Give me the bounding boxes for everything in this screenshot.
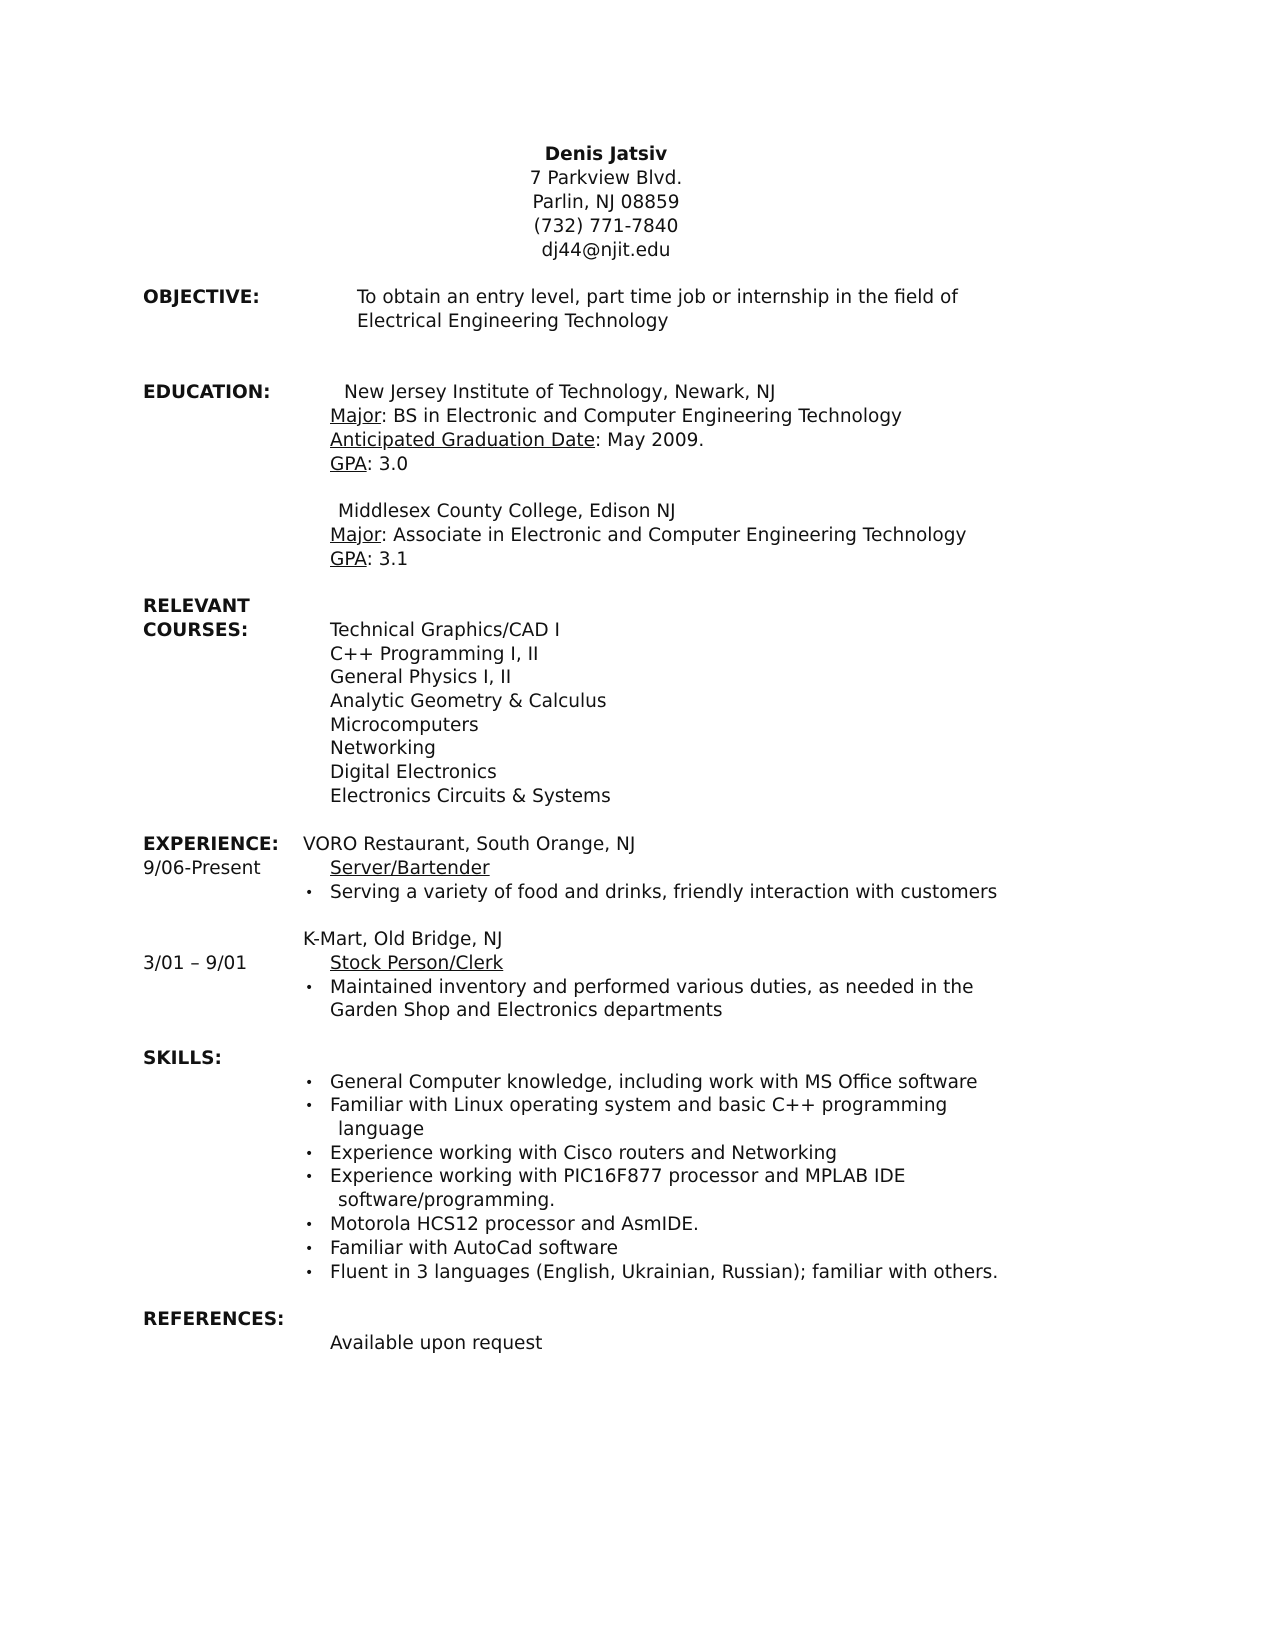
gpa-value: : 3.0 xyxy=(366,454,409,475)
section-label: SKILLS: xyxy=(143,1048,222,1069)
course: General Physics I, II xyxy=(330,667,512,688)
skill: language xyxy=(338,1119,425,1140)
bullet-icon: • xyxy=(305,885,314,901)
bullet-icon: • xyxy=(305,980,314,996)
course: Networking xyxy=(330,738,436,759)
job-duty: Serving a variety of food and drinks, friendly interaction with customers xyxy=(330,882,998,903)
gpa-value: : 3.1 xyxy=(366,549,409,570)
email: dj44@njit.edu xyxy=(541,240,671,261)
gpa-label: GPA xyxy=(330,549,367,570)
skill: General Computer knowledge, including work with MS Office software xyxy=(330,1072,978,1093)
job-title: Server/Bartender xyxy=(330,858,490,879)
school-name: New Jersey Institute of Technology, Newark, NJ xyxy=(344,382,776,403)
bullet-icon: • xyxy=(305,1098,314,1114)
major-label: Major xyxy=(330,525,382,546)
course: Analytic Geometry & Calculus xyxy=(330,691,607,712)
course: C++ Programming I, II xyxy=(330,644,539,665)
course: Microcomputers xyxy=(330,715,479,736)
objective-text: Electrical Engineering Technology xyxy=(357,311,669,332)
graduation xyxy=(330,429,704,453)
course: Electronics Circuits & Systems xyxy=(330,786,611,807)
major xyxy=(330,405,902,429)
major-value: : Associate in Electronic and Computer Engineering Technology xyxy=(381,525,967,546)
skill: software/programming. xyxy=(338,1190,556,1211)
grad-label: Anticipated Graduation Date xyxy=(330,430,596,451)
skill: Fluent in 3 languages (English, Ukrainian, Russian); familiar with others. xyxy=(330,1262,999,1283)
phone: (732) 771-7840 xyxy=(533,216,679,237)
employer: VORO Restaurant, South Orange, NJ xyxy=(303,834,636,855)
gpa xyxy=(330,548,408,572)
course: Digital Electronics xyxy=(330,762,497,783)
major-value: : BS in Electronic and Computer Engineering Technology xyxy=(381,406,903,427)
skill: Motorola HCS12 processor and AsmIDE. xyxy=(330,1214,699,1235)
section-label: EDUCATION: xyxy=(143,382,271,403)
section-label: EXPERIENCE: xyxy=(143,834,279,855)
gpa xyxy=(330,453,408,477)
address-line-1: 7 Parkview Blvd. xyxy=(529,168,683,189)
employer: K-Mart, Old Bridge, NJ xyxy=(303,929,503,950)
skill: Familiar with Linux operating system and basic C++ programming xyxy=(330,1095,948,1116)
skill: Familiar with AutoCad software xyxy=(330,1238,618,1259)
major-label: Major xyxy=(330,406,382,427)
bullet-icon: • xyxy=(305,1075,314,1091)
bullet-icon: • xyxy=(305,1265,314,1281)
bullet-icon: • xyxy=(305,1241,314,1257)
skill: Experience working with Cisco routers and Networking xyxy=(330,1143,838,1164)
name: Denis Jatsiv xyxy=(544,144,668,165)
gpa-label: GPA xyxy=(330,454,367,475)
job-dates: 3/01 – 9/01 xyxy=(143,953,248,974)
objective-text: To obtain an entry level, part time job or internship in the field of xyxy=(357,287,958,308)
job-duty: Maintained inventory and performed various duties, as needed in the xyxy=(330,977,974,998)
address-line-2: Parlin, NJ 08859 xyxy=(532,192,680,213)
bullet-icon: • xyxy=(305,1169,314,1185)
grad-value: : May 2009. xyxy=(595,430,705,451)
major xyxy=(330,524,966,548)
course: Technical Graphics/CAD I xyxy=(330,620,560,641)
job-title: Stock Person/Clerk xyxy=(330,953,504,974)
bullet-icon: • xyxy=(305,1217,314,1233)
skill: Experience working with PIC16F877 processor and MPLAB IDE xyxy=(330,1166,906,1187)
section-label: REFERENCES: xyxy=(143,1309,285,1330)
job-dates: 9/06-Present xyxy=(143,858,261,879)
section-label: OBJECTIVE: xyxy=(143,287,260,308)
school-name: Middlesex County College, Edison NJ xyxy=(338,501,676,522)
references-text: Available upon request xyxy=(330,1333,543,1354)
section-label: COURSES: xyxy=(143,620,249,641)
job-duty: Garden Shop and Electronics departments xyxy=(330,1000,723,1021)
bullet-icon: • xyxy=(305,1146,314,1162)
section-label: RELEVANT xyxy=(143,596,250,617)
